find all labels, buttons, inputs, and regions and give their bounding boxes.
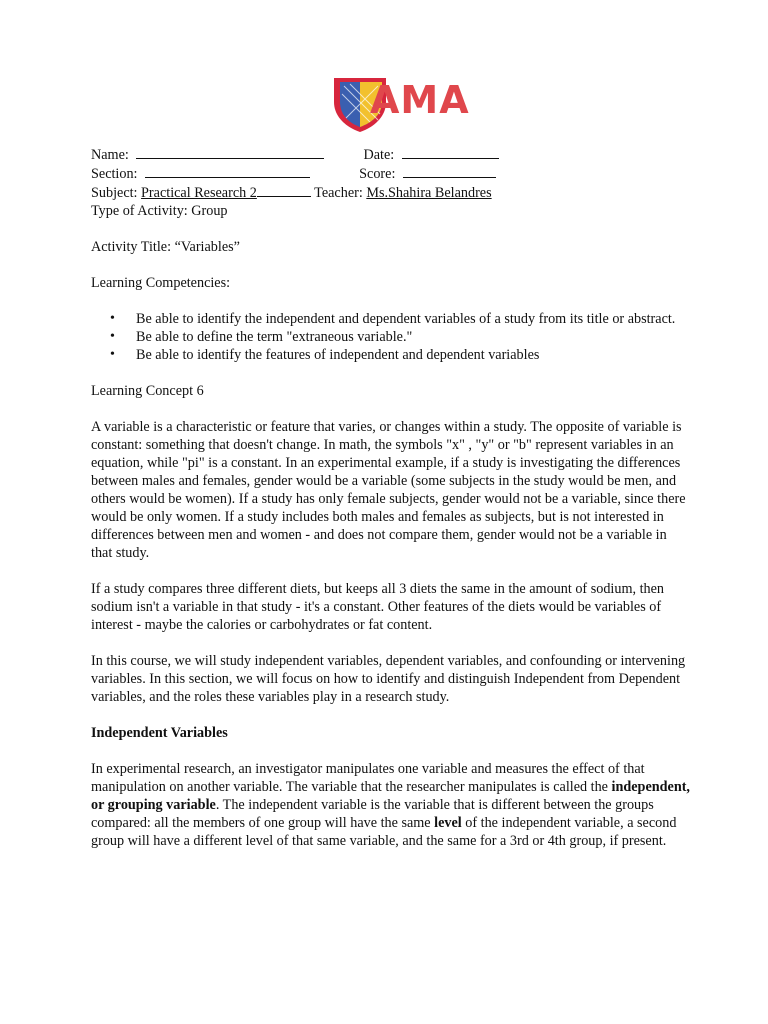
- text-run: of the independent variable, a second group will have a different level of that same variable, and the same for a 3rd or 4th group, if present.: [91, 815, 677, 849]
- score-blank: [403, 164, 496, 178]
- section-heading: Independent Variables: [91, 725, 228, 741]
- teacher-label: Teacher:: [314, 185, 363, 201]
- text-run: . The independent variable is the variable that is different between the groups compared: all the members of one group will have the same: [91, 797, 654, 831]
- activity-type: Type of Activity: Group: [91, 203, 228, 219]
- name-date-row: [91, 145, 691, 164]
- competency-item: • Be able to define the term "extraneous variable.": [136, 328, 691, 346]
- competency-item: • Be able to identify the independent and dependent variables of a study from its title or abstract.: [136, 310, 691, 328]
- name-blank: [136, 145, 324, 159]
- text-run: In experimental research, an investigator manipulates one variable and measures the effect of that manipulation on another variable. The variable that the researcher manipulates is called the: [91, 761, 645, 795]
- date-blank: [402, 145, 499, 159]
- paragraph: If a study compares three different diets, but keeps all 3 diets the same in the amount of sodium, then sodium isn't a variable in that study - it's a constant. Other features of the diets would be variables of interest - maybe the calories or carbohydrates or fat content.: [91, 581, 665, 633]
- bold-term: independent, or grouping variable: [91, 779, 690, 813]
- document-body: [91, 145, 691, 850]
- date-label: Date:: [363, 147, 395, 163]
- logo-text: AMA: [370, 78, 470, 122]
- teacher-value: Ms.Shahira Belandres: [366, 185, 492, 201]
- section-label: Section:: [91, 166, 138, 182]
- activity-title: Activity Title: “Variables”: [91, 239, 240, 255]
- section-score-row: [91, 164, 691, 183]
- competencies-heading: Learning Competencies:: [91, 275, 231, 291]
- paragraph: In this course, we will study independent variables, dependent variables, and confounding or intervening variables. In this section, we will focus on how to identify and distinguish Independent from Dependent variables, and the roles these variables play in a research study.: [91, 653, 686, 705]
- subject-value: Practical Research 2: [141, 185, 257, 201]
- concept-heading: Learning Concept 6: [91, 383, 204, 399]
- bold-term: level: [434, 815, 462, 831]
- independent-paragraph: [91, 760, 691, 850]
- competency-item: • Be able to identify the features of independent and dependent variables: [136, 346, 691, 364]
- competencies-list: [91, 310, 691, 364]
- name-label: Name:: [91, 147, 129, 163]
- subject-label: Subject:: [91, 185, 138, 201]
- section-blank: [145, 164, 310, 178]
- school-logo: [330, 72, 480, 134]
- subject-blank: [257, 183, 311, 197]
- paragraph: A variable is a characteristic or feature that varies, or changes within a study. The opposite of variable is constant: something that doesn't change. In math, the symbols "x" , "y" or "b" represent variables in an equation, while "pi" is a constant. In an experimental example, if a study is investigating the differences between males and females, gender would be a variable (some subjects in the study would be men, and others would be women). If a study has only female subjects, gender would not be a variable, since there would be only women. If a study includes both males and females as subjects, but is not interested in differences between men and women - and does not compare them, gender would not be a variable in that study.: [91, 419, 686, 561]
- subject-teacher-row: [91, 183, 691, 202]
- score-label: Score:: [359, 166, 396, 182]
